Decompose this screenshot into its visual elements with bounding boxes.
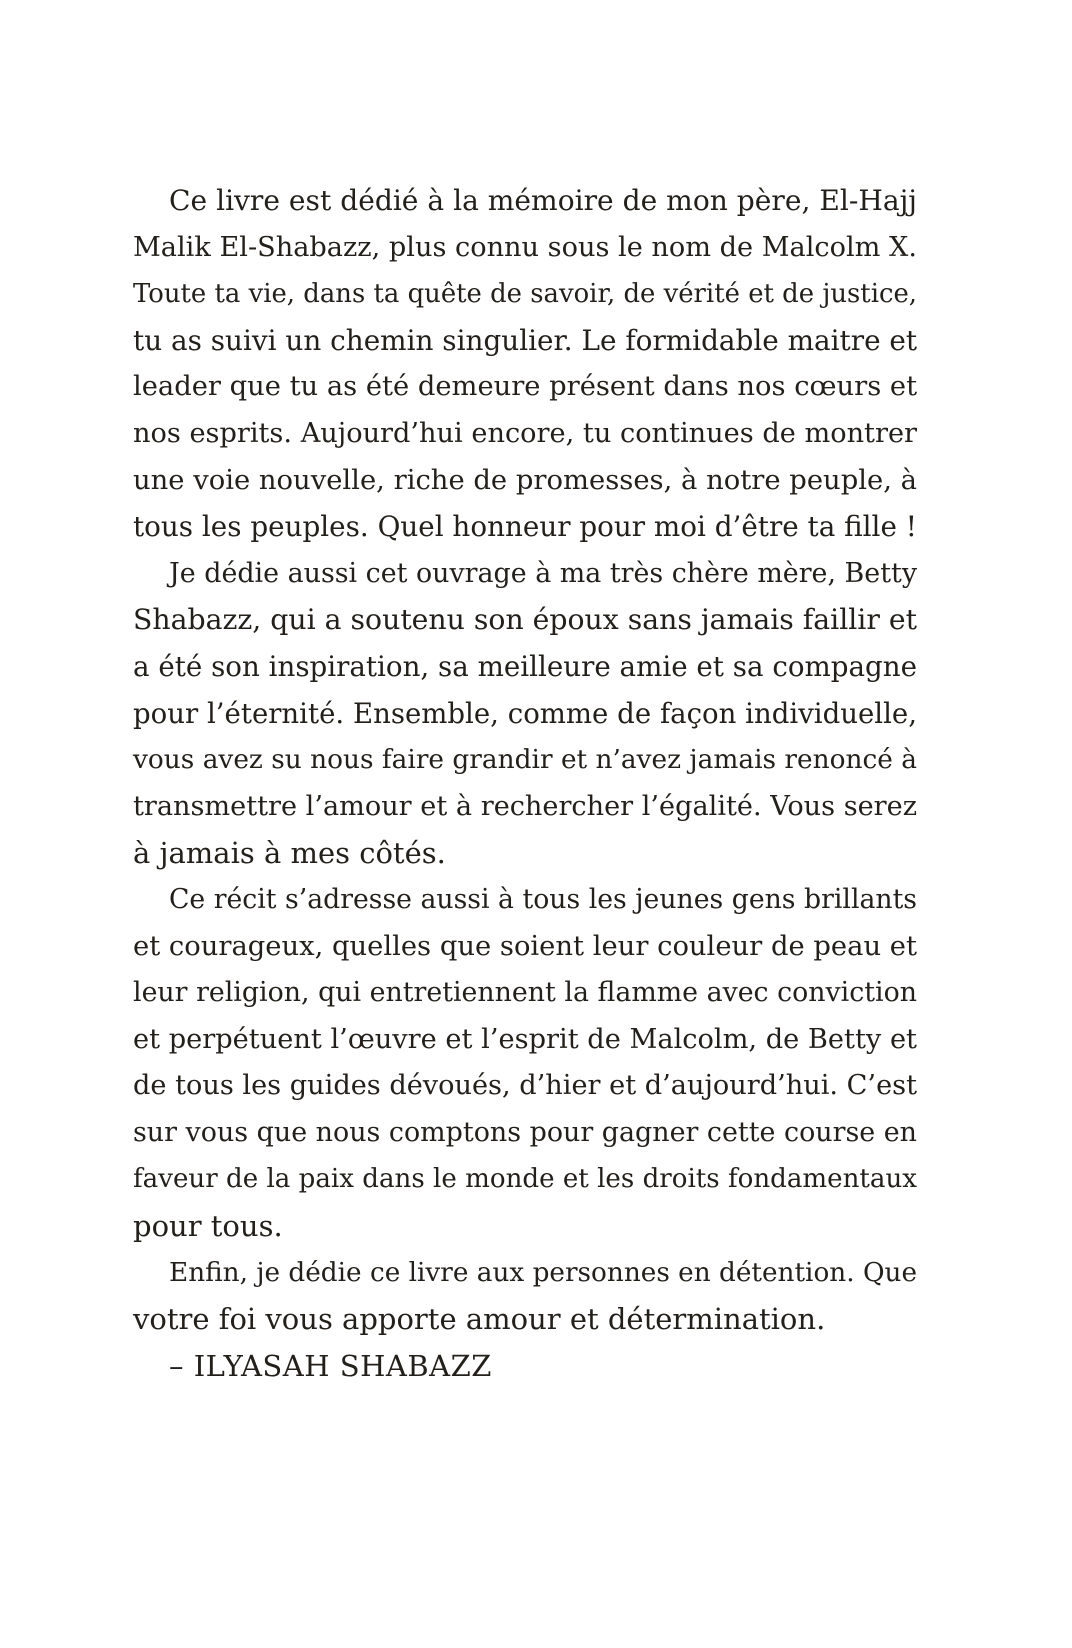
text-line: Malik El-Shabazz, plus connu sous le nom de Malcolm X. bbox=[133, 231, 917, 263]
dedication-paragraph-1 bbox=[133, 178, 917, 551]
text-line: pour l’éternité. Ensemble, comme de façon individuelle, bbox=[133, 696, 917, 730]
text-line: vous avez su nous faire grandir et n’avez jamais renoncé à bbox=[133, 745, 917, 776]
dedication-paragraph-4 bbox=[133, 1250, 917, 1343]
text-line: une voie nouvelle, riche de promesses, à notre peuple, à bbox=[133, 464, 917, 496]
text-line: pour tous. bbox=[133, 1209, 283, 1244]
text-line: nos esprits. Aujourd’hui encore, tu continues de montrer bbox=[133, 417, 917, 449]
text-line: à jamais à mes côtés. bbox=[133, 836, 446, 871]
text-line: tous les peuples. Quel honneur pour moi d’être ta fille ! bbox=[133, 510, 917, 544]
text-line: transmettre l’amour et à rechercher l’égalité. Vous serez bbox=[133, 790, 917, 822]
text-line: Ce livre est dédié à la mémoire de mon père, El-Hajj bbox=[169, 184, 917, 217]
text-line: leader que tu as été demeure présent dans nos cœurs et bbox=[133, 371, 918, 403]
text-line: sur vous que nous comptons pour gagner cette course en bbox=[133, 1116, 917, 1148]
text-line: de tous les guides dévoués, d’hier et d’aujourd’hui. C’est bbox=[133, 1070, 917, 1102]
text-line: faveur de la paix dans le monde et les droits fondamentaux bbox=[133, 1164, 917, 1195]
text-line: Toute ta vie, dans ta quête de savoir, de vérité et de justice, bbox=[133, 279, 917, 310]
dedication-text bbox=[133, 178, 917, 1389]
dedication-paragraph-3 bbox=[133, 877, 917, 1250]
author-signature: – ILYASAH SHABAZZ bbox=[169, 1348, 492, 1383]
text-line: Shabazz, qui a soutenu son époux sans jamais faillir et bbox=[133, 603, 917, 637]
text-line: Ce récit s’adresse aussi à tous les jeunes gens brillants bbox=[169, 883, 917, 915]
text-line: Je dédie aussi cet ouvrage à ma très chère mère, Betty bbox=[169, 557, 917, 589]
text-line: et perpétuent l’œuvre et l’esprit de Malcolm, de Betty et bbox=[133, 1023, 917, 1055]
text-line: leur religion, qui entretiennent la flamme avec conviction bbox=[133, 977, 917, 1009]
text-line: votre foi vous apporte amour et détermination. bbox=[133, 1302, 826, 1337]
dedication-paragraph-2 bbox=[133, 551, 917, 877]
text-line: a été son inspiration, sa meilleure amie et sa compagne bbox=[133, 649, 917, 683]
text-line: tu as suivi un chemin singulier. Le formidable maitre et bbox=[133, 323, 918, 357]
text-line: et courageux, quelles que soient leur couleur de peau et bbox=[133, 930, 917, 962]
text-line: Enfin, je dédie ce livre aux personnes en détention. Que bbox=[169, 1257, 918, 1288]
